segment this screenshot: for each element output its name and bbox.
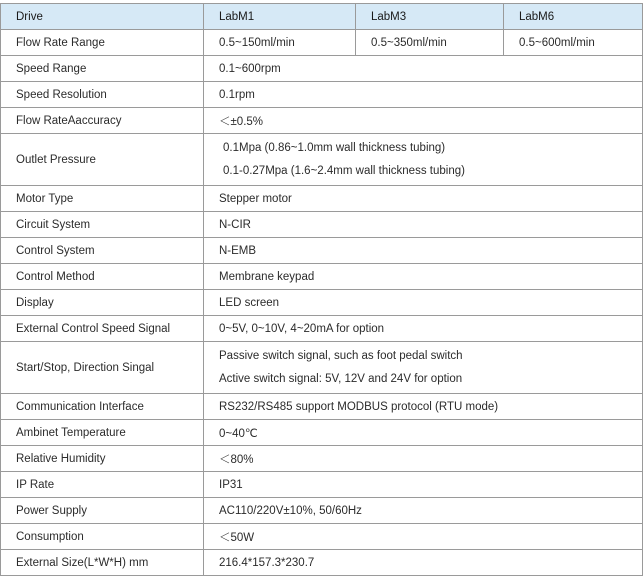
table-row — [1, 472, 643, 498]
row-label: Motor Type — [1, 186, 204, 212]
header-labm3: LabM3 — [356, 4, 504, 30]
table-row — [1, 290, 643, 316]
row-label: Start/Stop, Direction Singal — [1, 342, 204, 394]
table-row — [1, 82, 643, 108]
row-value: 0~5V, 0~10V, 4~20mA for option — [204, 316, 643, 342]
row-label: Power Supply — [1, 498, 204, 524]
table-row — [1, 550, 643, 576]
row-value: 0~40℃ — [204, 420, 643, 446]
row-label: Outlet Pressure — [1, 134, 204, 186]
row-label: Control System — [1, 238, 204, 264]
table-row — [1, 108, 643, 134]
table-row — [1, 238, 643, 264]
header-labm1: LabM1 — [204, 4, 356, 30]
table-row — [1, 342, 643, 394]
row-value: 216.4*157.3*230.7 — [204, 550, 643, 576]
start-stop-line-2: Active switch signal: 5V, 12V and 24V for option — [219, 373, 463, 385]
spec-table — [0, 3, 643, 576]
row-value: ＜50W — [204, 524, 643, 550]
flow-rate-labm3: 0.5~350ml/min — [356, 30, 504, 56]
table-row — [1, 420, 643, 446]
row-value: ＜±0.5% — [204, 108, 643, 134]
table-row — [1, 56, 643, 82]
outlet-pressure-line-1: 0.1Mpa (0.86~1.0mm wall thickness tubing) — [223, 142, 446, 154]
start-stop-line-1: Passive switch signal, such as foot pedal switch — [219, 350, 463, 362]
outlet-pressure-line-2: 0.1-0.27Mpa (1.6~2.4mm wall thickness tubing) — [223, 165, 465, 177]
row-label: External Size(L*W*H) mm — [1, 550, 204, 576]
row-label: Consumption — [1, 524, 204, 550]
table-row — [1, 394, 643, 420]
row-label: Speed Resolution — [1, 82, 204, 108]
table-row — [1, 498, 643, 524]
row-value: Stepper motor — [204, 186, 643, 212]
row-value: 0.1rpm — [204, 82, 643, 108]
row-value: N-EMB — [204, 238, 643, 264]
row-label: Speed Range — [1, 56, 204, 82]
row-label: Control Method — [1, 264, 204, 290]
row-label: Display — [1, 290, 204, 316]
table-row — [1, 186, 643, 212]
row-value: AC110/220V±10%, 50/60Hz — [204, 498, 643, 524]
row-label: Ambinet Temperature — [1, 420, 204, 446]
row-label: Flow Rate Range — [1, 30, 204, 56]
table-row — [1, 134, 643, 186]
header-row — [1, 4, 643, 30]
row-label: IP Rate — [1, 472, 204, 498]
header-labm6: LabM6 — [504, 4, 643, 30]
row-label: Communication Interface — [1, 394, 204, 420]
flow-rate-labm1: 0.5~150ml/min — [204, 30, 356, 56]
table-row — [1, 30, 643, 56]
row-value: N-CIR — [204, 212, 643, 238]
table-row — [1, 524, 643, 550]
row-value: 0.1~600rpm — [204, 56, 643, 82]
row-value: ＜80% — [204, 446, 643, 472]
table-row — [1, 212, 643, 238]
table-row — [1, 446, 643, 472]
flow-rate-labm6: 0.5~600ml/min — [504, 30, 643, 56]
row-label: Flow RateAaccuracy — [1, 108, 204, 134]
row-value: LED screen — [204, 290, 643, 316]
row-value — [204, 134, 643, 186]
row-label: External Control Speed Signal — [1, 316, 204, 342]
row-value: RS232/RS485 support MODBUS protocol (RTU mode) — [204, 394, 643, 420]
table-row — [1, 264, 643, 290]
row-value: IP31 — [204, 472, 643, 498]
table-row — [1, 316, 643, 342]
row-label: Circuit System — [1, 212, 204, 238]
header-drive: Drive — [1, 4, 204, 30]
row-value: Membrane keypad — [204, 264, 643, 290]
row-label: Relative Humidity — [1, 446, 204, 472]
row-value — [204, 342, 643, 394]
